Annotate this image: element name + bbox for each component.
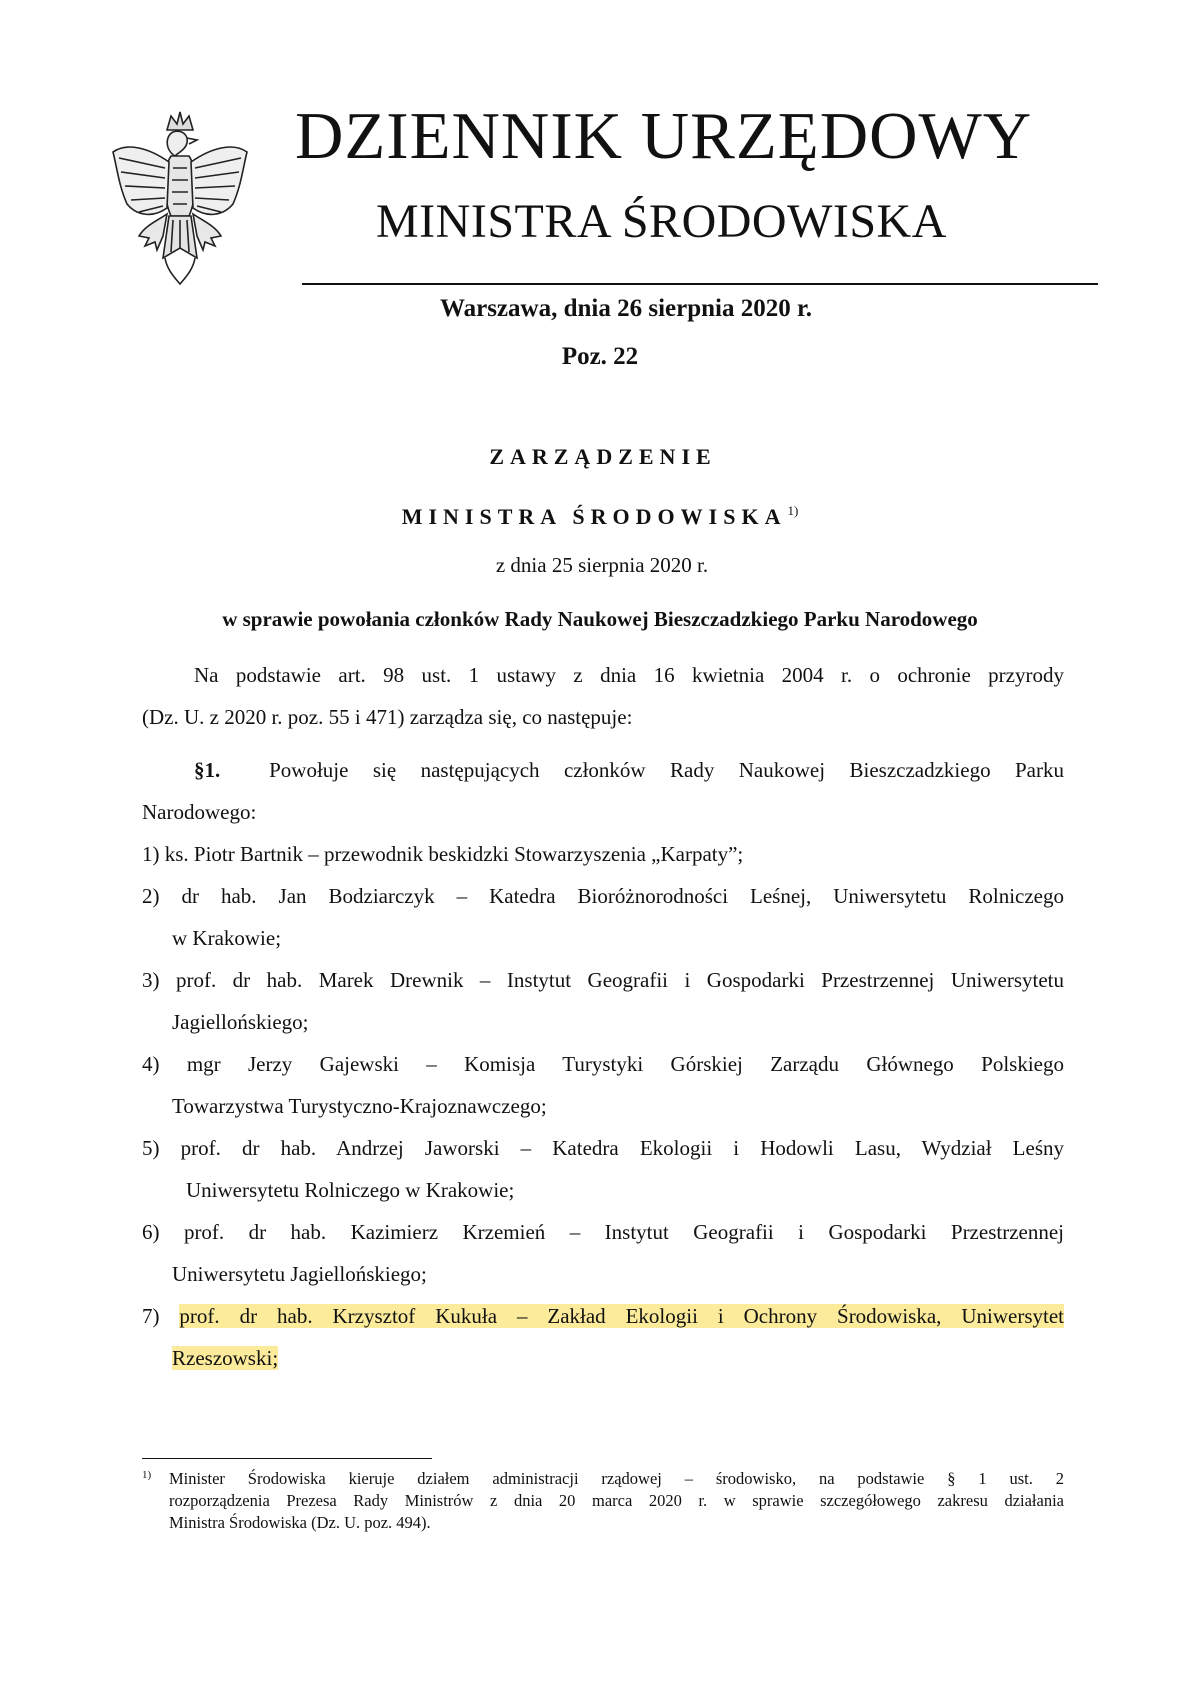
member-line: Towarzystwa Turystyczno-Krajoznawczego; xyxy=(172,1094,547,1118)
member-line: Uniwersytetu Rolniczego w Krakowie; xyxy=(186,1178,515,1202)
paragraph-1-text: Powołuje się następujących członków Rady Naukowej Bieszczadzkiego Parku xyxy=(269,758,1064,782)
legal-basis-line: Na podstawie art. 98 ust. 1 ustawy z dnia 16 kwietnia 2004 r. o ochronie przyrody xyxy=(194,663,1064,687)
paragraph-1-line: Narodowego: xyxy=(142,800,257,824)
member-line: Jagiellońskiego; xyxy=(172,1010,309,1034)
list-item xyxy=(142,1295,1064,1379)
member-line: Uniwersytetu Jagiellońskiego; xyxy=(172,1262,427,1286)
member-line: 3) prof. dr hab. Marek Drewnik – Instytut Geografii i Gospodarki Przestrzennej Uniwersytetu xyxy=(142,968,1064,992)
member-line: 5) prof. dr hab. Andrzej Jaworski – Katedra Ekologii i Hodowli Lasu, Wydział Leśny xyxy=(142,1136,1064,1160)
list-item xyxy=(142,1211,1064,1295)
member-line: 2) dr hab. Jan Bodziarczyk – Katedra Bioróżnorodności Leśnej, Uniwersytetu Rolniczego xyxy=(142,884,1064,908)
footnote-line: rozporządzenia Prezesa Rady Ministrów z dnia 20 marca 2020 r. w sprawie szczegółowego zakresu działania xyxy=(169,1491,1064,1510)
document-issuer xyxy=(0,496,1200,532)
list-item xyxy=(142,1127,1064,1211)
journal-subtitle: MINISTRA ŚRODOWISKA xyxy=(376,195,947,248)
document-type: ZARZĄDZENIE xyxy=(489,444,717,469)
member-line: 4) mgr Jerzy Gajewski – Komisja Turystyki Górskiej Zarządu Głównego Polskiego xyxy=(142,1052,1064,1076)
paragraph-1-line xyxy=(142,749,1064,791)
list-item xyxy=(142,875,1064,959)
member-line: 6) prof. dr hab. Kazimierz Krzemień – Instytut Geografii i Gospodarki Przestrzennej xyxy=(142,1220,1064,1244)
list-number: 7) xyxy=(142,1304,160,1328)
polish-eagle-emblem xyxy=(105,108,255,288)
footnote-line: Minister Środowiska kieruje działem administracji rządowej – środowisko, na podstawie § 1 ust. 2 xyxy=(169,1469,1064,1488)
member-line: 1) ks. Piotr Bartnik – przewodnik beskidzki Stowarzyszenia „Karpaty”; xyxy=(142,842,744,866)
member-line: w Krakowie; xyxy=(172,926,282,950)
paragraph-1 xyxy=(142,749,1064,833)
position-number: Poz. 22 xyxy=(561,343,639,370)
issuer-name: MINISTRA ŚRODOWISKA xyxy=(401,504,787,529)
list-item xyxy=(142,959,1064,1043)
masthead-divider xyxy=(302,283,1098,285)
document-date: z dnia 25 sierpnia 2020 r. xyxy=(495,553,709,577)
member-line xyxy=(142,1295,1064,1337)
footnote xyxy=(142,1468,1064,1534)
paragraph-number: §1. xyxy=(194,758,221,782)
legal-basis-line: (Dz. U. z 2020 r. poz. 55 i 471) zarządza się, co następuje: xyxy=(142,705,633,729)
footnote-mark: 1) xyxy=(142,1469,152,1481)
list-item xyxy=(142,833,1064,875)
journal-title: DZIENNIK URZĘDOWY xyxy=(295,99,1033,173)
legal-basis-paragraph xyxy=(142,654,1064,738)
document-subject: w sprawie powołania członków Rady Naukowej Bieszczadzkiego Parku Narodowego xyxy=(222,607,978,631)
highlighted-text[interactable]: Rzeszowski; xyxy=(172,1346,279,1370)
footnote-line: Ministra Środowiska (Dz. U. poz. 494). xyxy=(169,1513,431,1532)
list-item xyxy=(142,1043,1064,1127)
highlighted-text[interactable]: prof. dr hab. Krzysztof Kukuła – Zakład Ekologii i Ochrony Środowiska, Uniwersytet xyxy=(179,1304,1064,1328)
footnote-reference[interactable]: 1) xyxy=(787,503,799,518)
member-line xyxy=(142,1337,1064,1379)
publication-date: Warszawa, dnia 26 sierpnia 2020 r. xyxy=(439,295,813,322)
footnote-divider xyxy=(142,1458,432,1459)
